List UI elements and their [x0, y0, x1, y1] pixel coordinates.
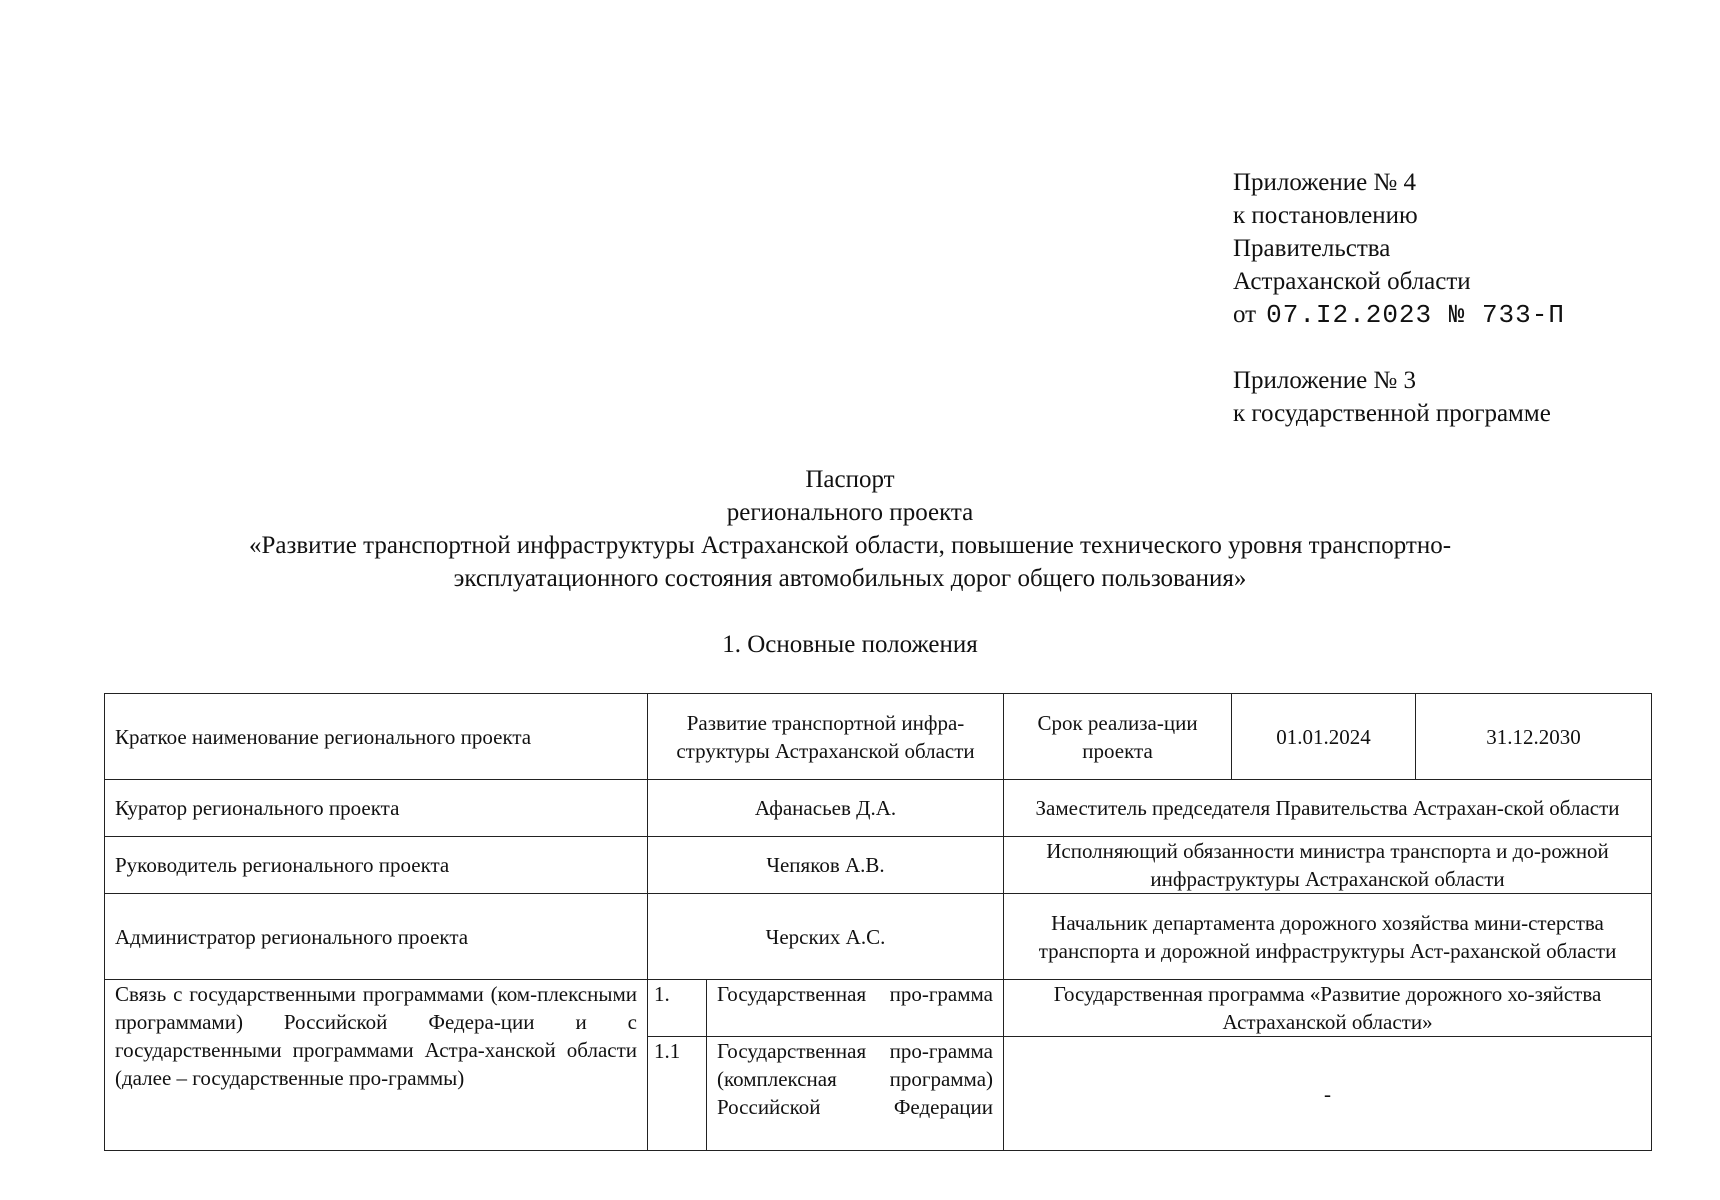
appendix-4-date-line	[1233, 298, 1565, 332]
title-line1: Паспорт	[805, 466, 895, 493]
appendix-4-header	[1233, 166, 1565, 332]
short-name-value: Развитие транспортной инфра-структуры Астраханской области	[648, 694, 1004, 780]
table-row	[105, 980, 1652, 1037]
appendix-3-line2: к государственной программе	[1233, 400, 1551, 427]
section-heading: 1. Основные положения	[722, 631, 978, 658]
row2-program: -	[1004, 1037, 1652, 1151]
admin-name: Черских А.С.	[648, 894, 1004, 980]
row1-type: Государственная про-грамма	[707, 980, 1004, 1037]
appendix-3-header	[1233, 364, 1551, 430]
appendix-4-line2: к постановлению	[1233, 202, 1418, 229]
table-row	[105, 894, 1652, 980]
head-position: Исполняющий обязанности министра транспорта и до-рожной инфраструктуры Астраханской области	[1004, 837, 1652, 894]
title-line4: эксплуатационного состояния автомобильных дорог общего пользования»	[453, 565, 1247, 592]
title-line3: «Развитие транспортной инфраструктуры Астраханской области, повышение технического уровня транспортно-	[248, 532, 1452, 559]
from-label: от	[1233, 301, 1257, 328]
curator-name: Афанасьев Д.А.	[648, 780, 1004, 837]
admin-label: Администратор регионального проекта	[105, 894, 648, 980]
appendix-4-line1: Приложение № 4	[1233, 169, 1417, 196]
row2-number: 1.1	[648, 1037, 707, 1151]
appendix-3-line1: Приложение № 3	[1233, 367, 1417, 394]
row1-program: Государственная программа «Развитие дорожного хо-зяйства Астраханской области»	[1004, 980, 1652, 1037]
admin-position: Начальник департамента дорожного хозяйства мини-стерства транспорта и дорожной инфраструктуры Аст-раханской области	[1004, 894, 1652, 980]
end-date: 31.12.2030	[1416, 694, 1652, 780]
main-provisions-table	[104, 693, 1652, 1151]
passport-title	[60, 463, 1640, 595]
curator-position: Заместитель председателя Правительства Астрахан-ской области	[1004, 780, 1652, 837]
term-label: Срок реализа-ции проекта	[1004, 694, 1232, 780]
head-label: Руководитель регионального проекта	[105, 837, 648, 894]
short-name-label: Краткое наименование регионального проекта	[105, 694, 648, 780]
curator-label: Куратор регионального проекта	[105, 780, 648, 837]
table-row	[105, 837, 1652, 894]
start-date: 01.01.2024	[1232, 694, 1416, 780]
programs-link-label: Связь с государственными программами (ком-плексными программами) Российской Федера-ции и с государственными программами Астра-ханской области (далее – государственные про-граммы)	[105, 980, 648, 1151]
appendix-4-line4: Астраханской области	[1233, 268, 1471, 295]
row2-type: Государственная про-грамма (комплексная программа) Российской Федерации	[707, 1037, 1004, 1151]
table-row	[105, 694, 1652, 780]
appendix-4-line3: Правительства	[1233, 235, 1391, 262]
row1-number: 1.	[648, 980, 707, 1037]
date-number-stamp: 07.I2.2023 № 733-П	[1266, 300, 1565, 330]
table-row	[105, 780, 1652, 837]
title-line2: регионального проекта	[726, 499, 974, 526]
head-name: Чепяков А.В.	[648, 837, 1004, 894]
